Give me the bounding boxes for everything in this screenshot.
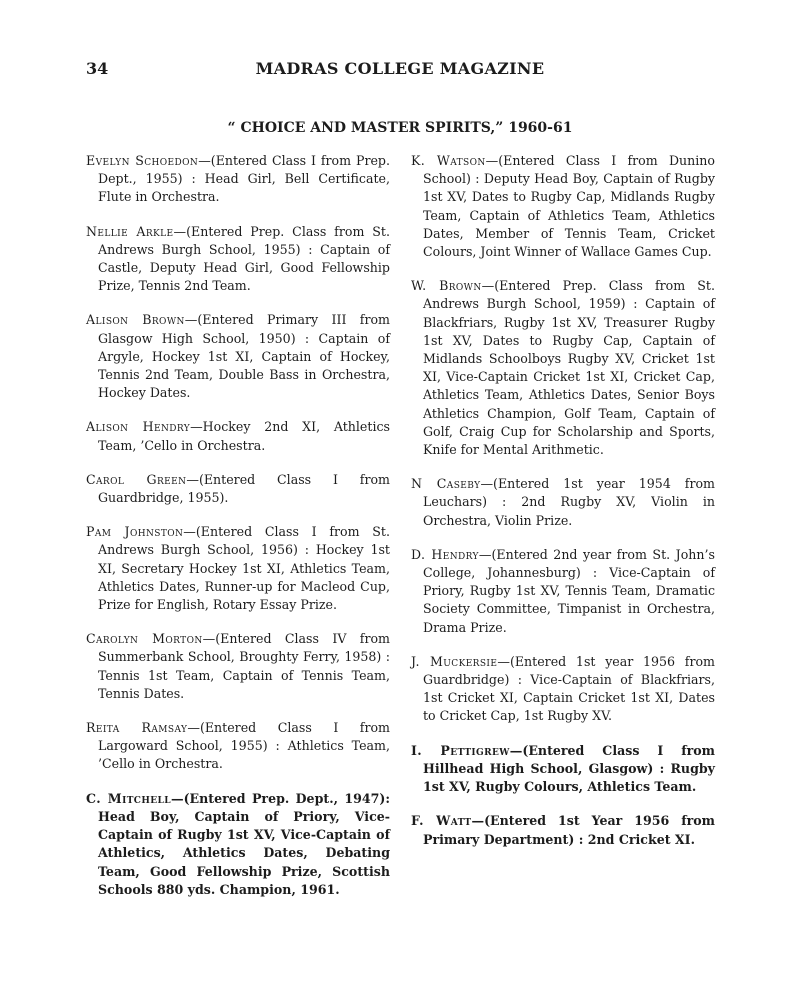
running-head: MADRAS COLLEGE MAGAZINE (255, 59, 545, 78)
entry-name: Carolyn Morton (86, 631, 203, 647)
entry-name: J. Muckersie (411, 653, 498, 669)
entry-name: W. Brown (411, 278, 482, 294)
entry (86, 223, 390, 296)
entry-text: —Hockey 2nd XI, Athletics Team, ’Cello in Orchestra. (98, 419, 390, 453)
entry-name: N Caseby (411, 476, 481, 492)
entry-text: —(Entered Class I from Largoward School, 1955) : Athletics Team, ’Cello in Orchestra. (98, 720, 390, 772)
entry (86, 523, 390, 614)
entry-name: I. Pettigrew (411, 742, 510, 758)
entry (86, 418, 390, 454)
entry-name: Reita Ramsay (86, 720, 188, 736)
entry (411, 546, 715, 637)
entry-text: —(Entered Prep. Class from St. Andrews Burgh School, 1959) : Captain of Blackfriars, Rugby 1st XV, Treasurer Rugby 1st XV, Dates to Rugby Cap, Captain of Midlands Schoolboys Rugby XV, Cricket 1st XI, Vice-Captain Cricket 1st XI, Cricket Cap, Athletics Team, Athletics Dates, Senior Boys Athletics Champion, Golf Team, Captain of Golf, Craig Cup for Scholarship and Sports, Knife for Mental Arithmetic. (423, 278, 715, 458)
article-title: “ CHOICE AND MASTER SPIRITS,” 1960-61 (227, 120, 573, 136)
entry (86, 719, 390, 774)
entry-name: C. Mitchell (86, 790, 171, 806)
entry (86, 152, 390, 207)
entry-text: —(Entered Primary III from Glasgow High School, 1950) : Captain of Argyle, Hockey 1st XI, Captain of Hockey, Tennis 2nd Team, Double Bass in Orchestra, Hockey Dates. (98, 312, 390, 401)
entry-name: Alison Hendry (86, 419, 191, 435)
entry (86, 630, 390, 703)
entry (86, 311, 390, 402)
entry (86, 471, 390, 507)
entry-text: —(Entered Class I from Hillhead High School, Glasgow) : Rugby 1st XV, Rugby Colours, Athletics Team. (423, 742, 715, 795)
entry-name: Nellie Arkle (86, 223, 174, 239)
entry-name: D. Hendry (411, 546, 479, 562)
entry (411, 742, 715, 797)
entry-text: —(Entered 1st year 1956 from Guardbridge) : Vice-Captain of Blackfriars, 1st Cricket XI, Captain Cricket 1st XI, Dates to Cricket Cap, 1st Rugby XV. (423, 653, 716, 724)
entry-text: —(Entered Prep. Dept., 1947): Head Boy, Captain of Priory, Vice-Captain of Rugby 1st XV, Vice-Captain of Athletics, Athletics Dates, Debating Team, Good Fellowship Prize, Scottish Schools 880 yds. Champion, 1961. (98, 790, 390, 897)
entry-text: —(Entered 2nd year from St. John’s College, Johannesburg) : Vice-Captain of Priory, Rugby 1st XV, Tennis Team, Dramatic Society Committee, Timpanist in Orchestra, Drama Prize. (423, 546, 715, 635)
entry-text: —(Entered 1st Year 1956 from Primary Department) : 2nd Cricket XI. (423, 813, 715, 847)
entry-name: Pam Johnston (86, 524, 184, 540)
entry (411, 152, 715, 261)
entry-name: F. Watt (411, 813, 472, 829)
entry-name: Carol Green (86, 471, 187, 487)
right-column (411, 152, 715, 849)
entry-text: —(Entered Class I from Prep. Dept., 1955) : Head Girl, Bell Certificate, Flute in Orchestra. (98, 153, 390, 205)
entry (86, 790, 390, 899)
entry-text: —(Entered Prep. Class from St. Andrews Burgh School, 1955) : Captain of Castle, Deputy Head Girl, Good Fellowship Prize, Tennis 2nd Team. (98, 223, 390, 294)
entry-name: K. Watson (411, 153, 486, 168)
entry (411, 277, 715, 459)
entry (411, 812, 715, 848)
entry-text: —(Entered Class I from St. Andrews Burgh School, 1956) : Hockey 1st XI, Secretary Hockey 1st XI, Athletics Team, Athletics Dates, Runner-up for Macleod Cup, Prize for English, Rotary Essay Prize. (98, 524, 390, 613)
left-column (86, 152, 390, 899)
entry-name: Evelyn Schoedon (86, 153, 199, 168)
entry-text: —(Entered 1st year 1954 from Leuchars) : 2nd Rugby XV, Violin in Orchestra, Violin Prize. (423, 476, 715, 528)
entry-name: Alison Brown (86, 312, 185, 328)
entry-text: —(Entered Class IV from Summerbank School, Broughty Ferry, 1958) : Tennis 1st Team, Captain of Tennis Team, Tennis Dates. (98, 631, 390, 701)
page-number: 34 (86, 59, 109, 78)
entry (411, 653, 715, 726)
entry-text: —(Entered Class I from Dunino School) : Deputy Head Boy, Captain of Rugby 1st XV, Dates to Rugby Cap, Midlands Rugby Team, Captain of Athletics Team, Athletics Dates, Member of Tennis Team, Cricket Colours, Joint Winner of Wallace Games Cup. (423, 153, 715, 260)
entry (411, 475, 715, 530)
entry-text: —(Entered Class I from Guardbridge, 1955). (98, 471, 390, 506)
